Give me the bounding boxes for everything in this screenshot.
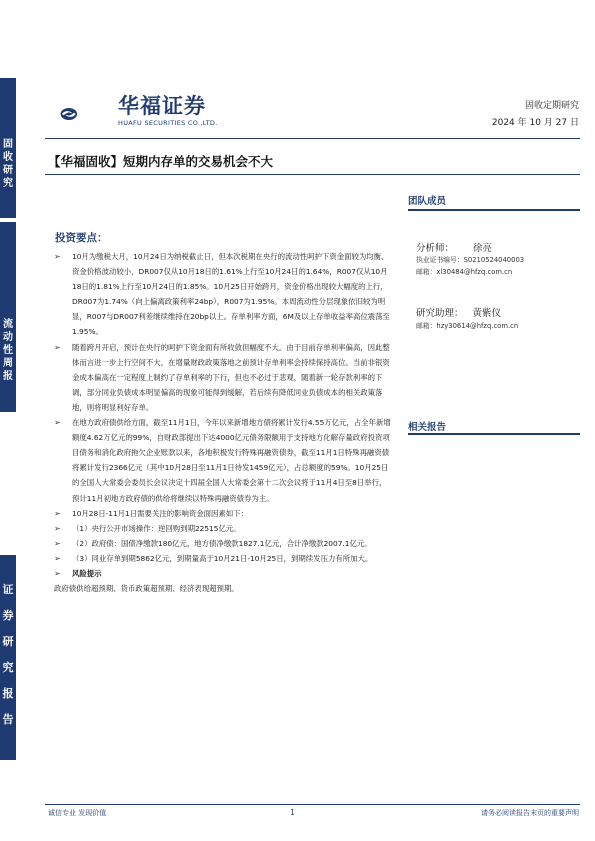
sidebar-char: 流: [3, 319, 13, 330]
sidebar-char: 周: [3, 358, 13, 369]
team-members-heading: 团队成员: [408, 196, 447, 207]
sidebar-category: [0, 78, 16, 218]
footer-divider: [45, 804, 580, 805]
assistant-name: 黄紫仪: [472, 308, 502, 319]
highlight-bullet: [54, 249, 392, 340]
sidebar-char: 性: [3, 345, 13, 356]
page-number: 1: [290, 808, 295, 817]
analyst-row: [416, 240, 492, 254]
sidebar-char: 究: [2, 661, 14, 674]
analyst-cert: 执业证书编号：S0210524040003: [416, 256, 525, 264]
assistant-row: [416, 305, 501, 319]
sidebar-char: 收: [3, 152, 13, 163]
highlight-bullet: [54, 340, 392, 415]
investment-highlights: [54, 249, 392, 596]
highlight-bullet: [54, 415, 392, 506]
sidebar-char: 固: [3, 139, 13, 150]
team-divider: [408, 209, 580, 211]
footer-slogan: 诚信专业 发现价值: [48, 809, 107, 817]
report-date: 2024 年 10 月 27 日: [491, 118, 579, 128]
highlight-bullet: [54, 536, 392, 551]
bullet-text: （3）同业存单到期5862亿元，到期量高于10月21日-10月25日，到期续发压力有所加大。: [72, 553, 373, 563]
analyst-email: 邮箱：xl30484@hfzq.com.cn: [416, 268, 513, 276]
bullet-arrow-icon: ➢: [54, 508, 61, 518]
analyst-label: 分析师：: [416, 243, 455, 254]
bullet-text: 10月28日-11月1日需要关注的影响资金面因素如下：: [72, 508, 249, 518]
bullet-arrow-icon: ➢: [54, 538, 61, 548]
sidebar-char: 券: [2, 609, 14, 622]
huafu-logo-icon: [60, 92, 120, 136]
bullet-arrow-icon: ➢: [54, 523, 61, 533]
bullet-arrow-icon: ➢: [54, 342, 61, 352]
investment-highlights-heading: 投资要点：: [55, 232, 108, 244]
related-reports-heading: 相关报告: [408, 422, 447, 433]
sidebar-report-label: [0, 555, 16, 760]
highlight-bullet: [54, 551, 392, 566]
analyst-name: 徐亮: [473, 243, 493, 254]
sidebar-char: 动: [3, 332, 13, 343]
bullet-text: 风险提示: [72, 568, 102, 578]
related-divider: [408, 433, 580, 435]
sidebar-char: 告: [2, 713, 14, 726]
bullet-arrow-icon: ➢: [54, 568, 61, 578]
bullet-text: 10月为缴税大月，10月24日为纳税截止日，但本次税期在央行的流动性呵护下资金面较为均衡、资金价格波动较小，DR007仅从10月18日的1.61%上行至10月24日的1.64%，R007仅从10月18日的1.81%上行至10月24日的1.85%。10月25日开始跨月，资金价格出现较大幅度的上行，DR007为1.74%（向上偏离政策利率24bp），R007为1.95%。本周流动性分层现象依旧较为明显，R007与DR007利差继续维持在20bp以上。存单利率方面，6M及以上存单收益率高位震荡至1.95%。: [72, 252, 390, 337]
bullet-arrow-icon: ➢: [54, 252, 61, 261]
assistant-label: 研究助理：: [416, 308, 464, 319]
bullet-text: （1）央行公开市场操作：逆回购到期22515亿元。: [72, 523, 241, 533]
bullet-text: （2）政府债：国债净缴款180亿元，地方债净缴款1827.1亿元，合计净缴款2007.1亿元。: [72, 538, 372, 548]
highlight-bullet: [54, 506, 392, 521]
footer-disclaimer: 请务必阅读报告末页的重要声明: [481, 809, 579, 817]
sidebar-report-series: [0, 222, 16, 412]
highlight-bullet: [54, 521, 392, 536]
bullet-arrow-icon: ➢: [54, 418, 61, 428]
sidebar-char: 研: [3, 165, 13, 176]
assistant-email: 邮箱：hzy30614@hfzq.com.cn: [416, 322, 519, 330]
sidebar-char: 研: [2, 635, 14, 648]
sidebar-char: 报: [3, 371, 13, 382]
highlight-bullet: [54, 566, 392, 581]
logo-english-name: HUAFU SECURITIES CO.,LTD.: [118, 119, 218, 127]
title-divider: [45, 174, 580, 175]
bullet-text: 随着跨月开启，预计在央行的呵护下资金面有所收敛但幅度不大。由于目前存单利率偏高，因此整体而言进一步上行空间不大，在增量财政政策落地之前预计存单利率会持续保持高位。当前非银资金成本偏高在一定程度上制约了存单利率的下行，但也不必过于悲观，随着新一轮存款利率的下调，部分同业负债成本明显偏高的现象可能得到缓解，若后续有降低同业负债成本的相关政策落地，则将明显利好存单。: [72, 342, 390, 412]
sidebar-char: 究: [3, 178, 13, 189]
report-type: 固收定期研究: [524, 101, 579, 111]
sidebar-char: 报: [2, 687, 14, 700]
bullet-arrow-icon: ➢: [54, 553, 61, 563]
sidebar-char: 证: [2, 583, 14, 596]
bullet-text: 在地方政府债供给方面，截至11月1日，今年以来新增地方债将累计发行4.55万亿元，占全年新增额度4.62万亿元的99%，自财政部提出下达4000亿元债务限额用于支持地方化解存量政府投资项目债务和消化政府拖欠企业账款以来，各地积极发行特殊再融资债券，截至11月1日特殊再融资债将累计发行2366亿元（其中10月28日至11月1日待发1459亿元），占总额度的59%。10月25日的全国人大常委会委员长会议决定十四届全国人大常委会第十二次会议将于11月4日至8日举行，预计11月初地方政府债的供给将继续以特殊再融资债券为主。: [72, 418, 391, 503]
risk-text: 政府债供给超预期、货币政策超预期、经济表现超预期。: [54, 584, 239, 594]
logo-name: 华福证券: [118, 93, 206, 118]
header-divider: [45, 138, 580, 139]
report-title: 【华福固收】短期内存单的交易机会不大: [48, 154, 274, 169]
